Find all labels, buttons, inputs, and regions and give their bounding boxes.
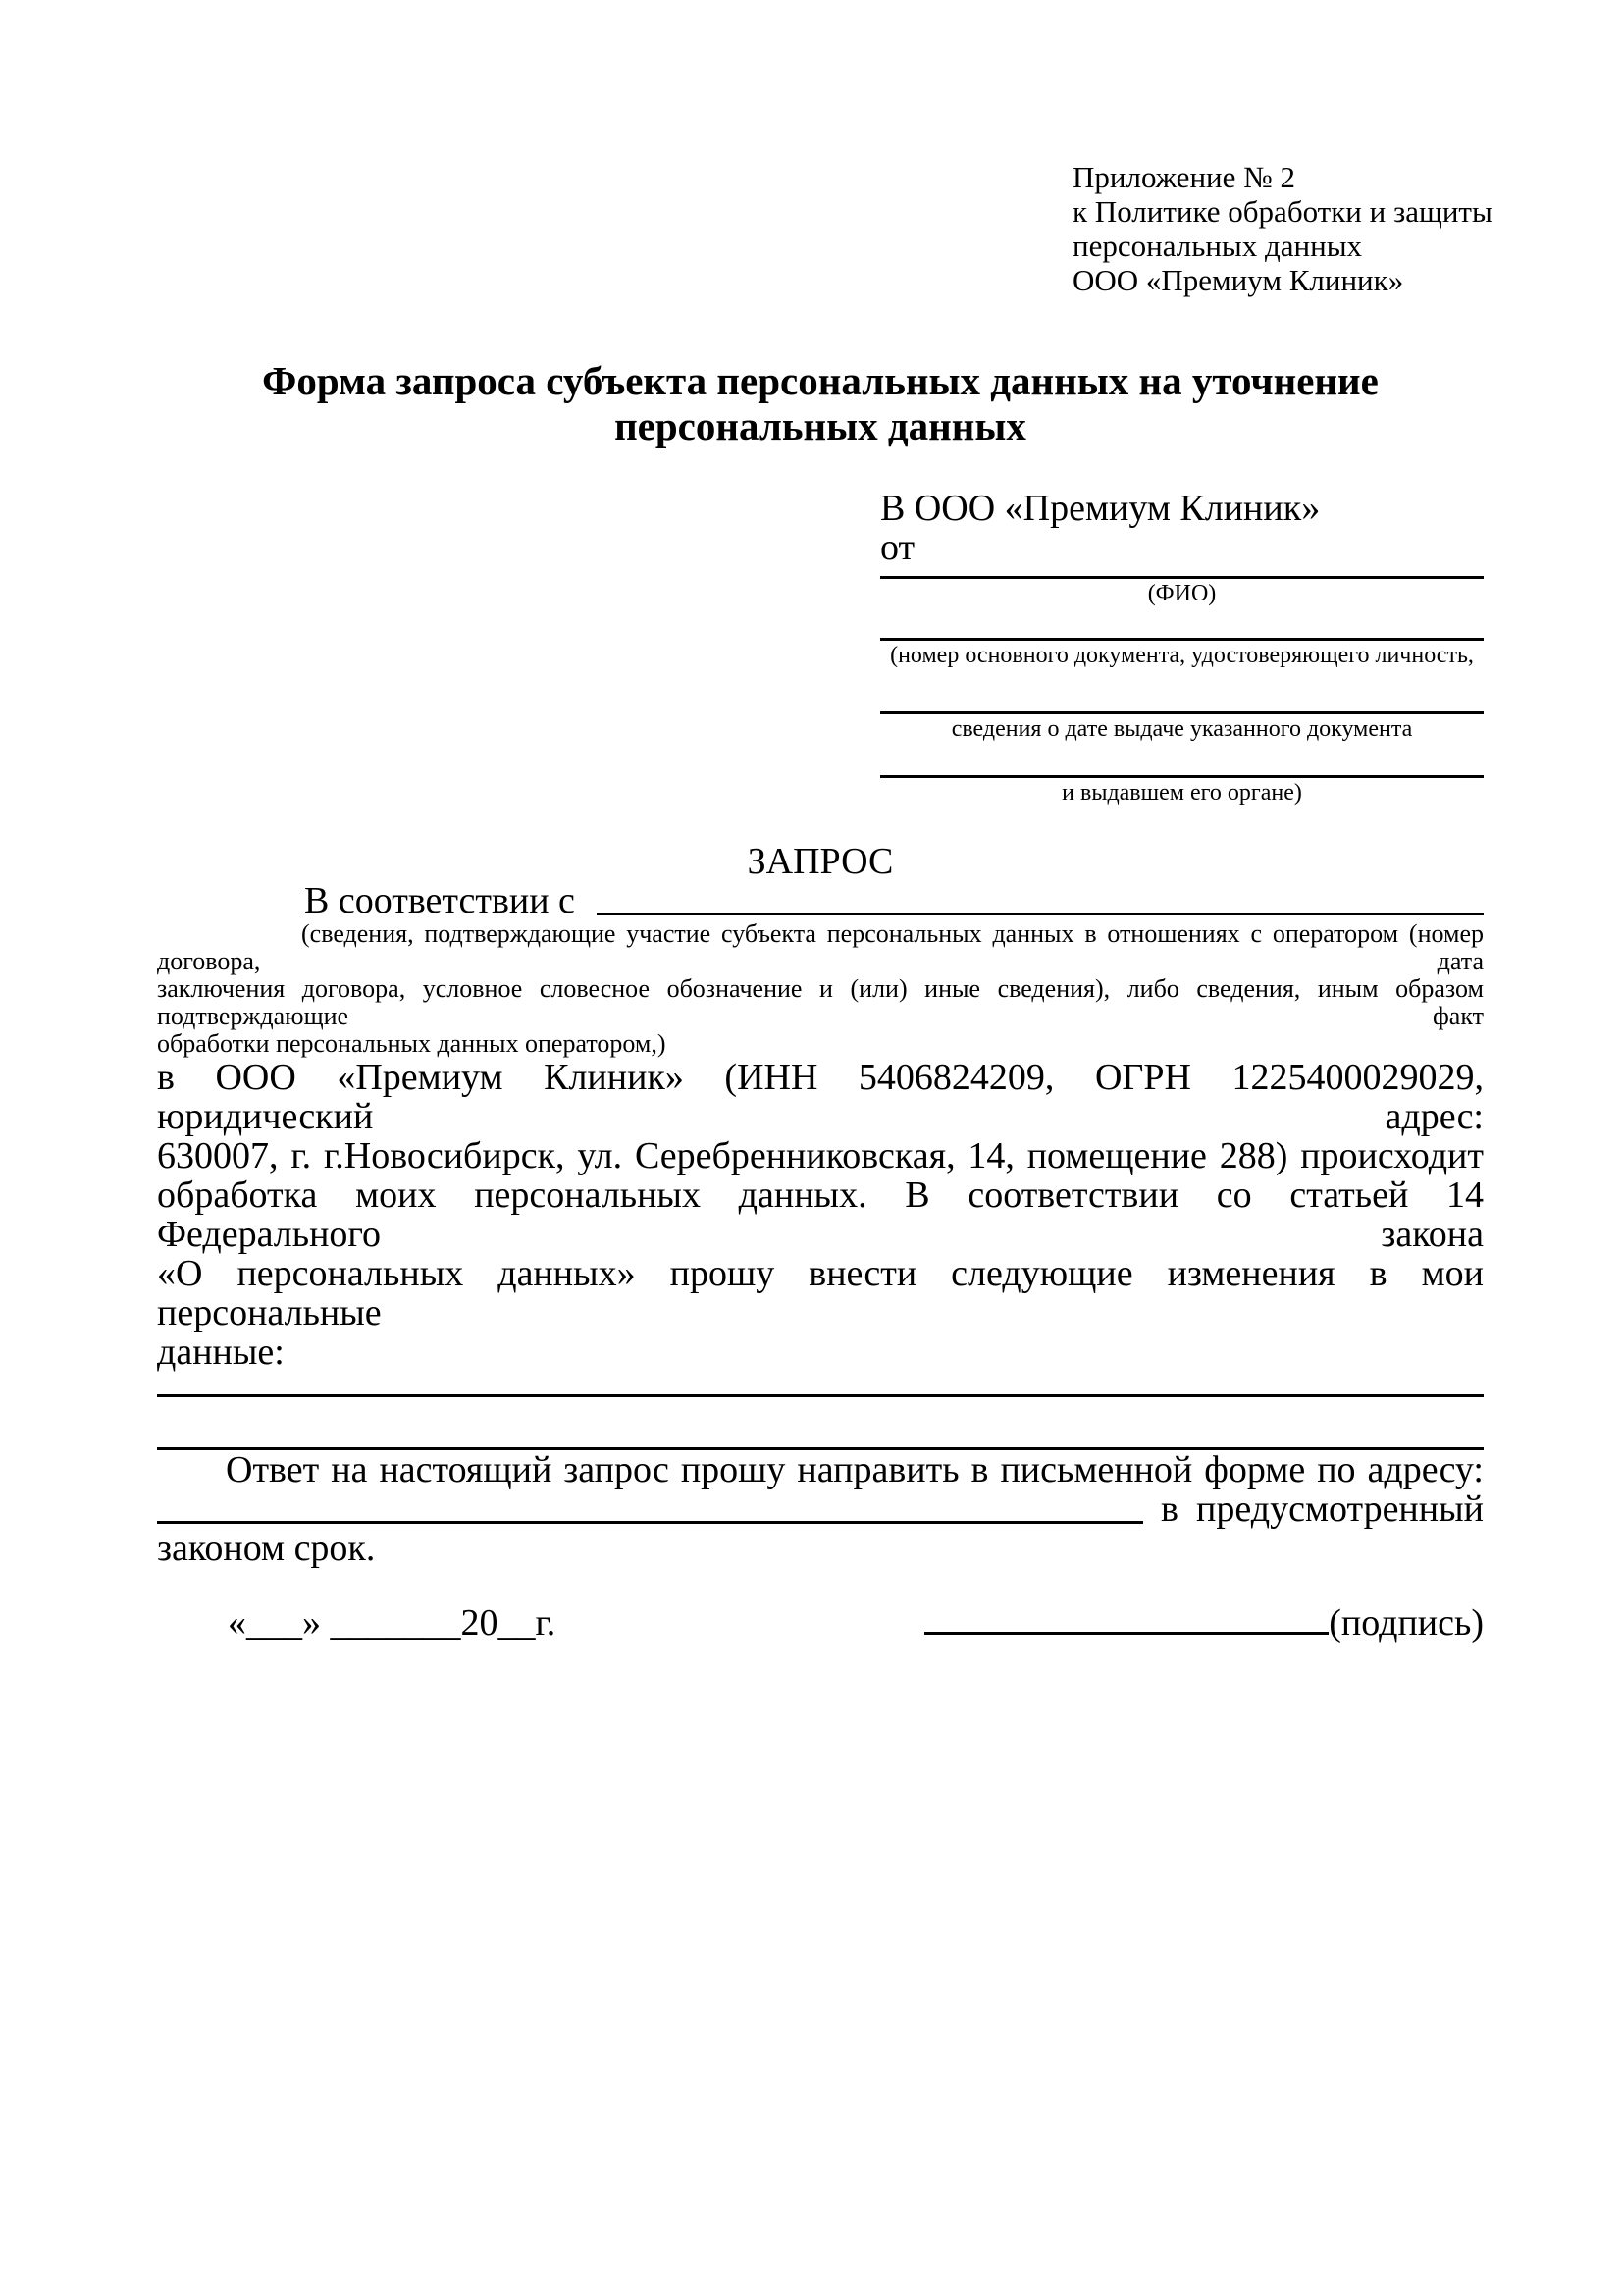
- intro-line: [157, 881, 1484, 920]
- appendix-header-line: к Политике обработки и защиты: [1073, 194, 1492, 229]
- signature-row: [157, 1603, 1484, 1643]
- request-heading: ЗАПРОС: [747, 841, 894, 882]
- appendix-header: [1073, 160, 1504, 297]
- operator-paragraph-line: в ООО «Премиум Клиник» (ИНН 5406824209, ОГРН 1225400029029, юридический адрес:: [157, 1057, 1484, 1137]
- changes-blank-line: [157, 1372, 1484, 1397]
- basis-footnote-line: (сведения, подтверждающие участие субъекта персональных данных в отношениях с оператором (номер договора, дата: [157, 919, 1484, 975]
- appendix-header-line: персональных данных: [1073, 229, 1363, 263]
- operator-paragraph-line: «О персональных данных» прошу внести следующие изменения в мои персональные: [157, 1253, 1484, 1333]
- date-blank-field: «___» _______20__г.: [228, 1602, 556, 1644]
- address-blank-line: [157, 1521, 1143, 1524]
- signature-caption: (подпись): [1329, 1602, 1484, 1644]
- document-title-line: персональных данных: [614, 403, 1026, 448]
- appendix-header-line: ООО «Премиум Клиник»: [1073, 263, 1404, 297]
- addressee-to: В ООО «Премиум Клиник»: [880, 488, 1321, 529]
- addressee-from-label: от: [880, 527, 916, 568]
- reply-address-line: [157, 1489, 1484, 1529]
- intro-prefix: В соответствии с: [304, 880, 575, 921]
- basis-blank-line: [597, 913, 1484, 915]
- document-number-caption: (номер основного документа, удостоверяющего личность,: [890, 643, 1474, 668]
- issue-date-caption: сведения о дате выдаче указанного документа: [951, 716, 1413, 742]
- reply-word: предусмотренный: [1196, 1488, 1484, 1530]
- operator-paragraph-line: данные:: [157, 1331, 285, 1373]
- reply-paragraph-line: Ответ на настоящий запрос прошу направить в письменной форме по адресу:: [226, 1449, 1484, 1490]
- document-title: [157, 358, 1484, 448]
- basis-footnote: [157, 920, 1484, 1058]
- signature-group: [924, 1603, 1484, 1643]
- reply-word: в: [1161, 1488, 1178, 1530]
- reply-paragraph-line: законом срок.: [157, 1528, 376, 1569]
- appendix-header-line: Приложение № 2: [1073, 160, 1295, 194]
- operator-paragraph-line: 630007, г. г.Новосибирск, ул. Серебренниковская, 14, помещение 288) происходит: [157, 1135, 1484, 1176]
- issuing-authority-caption: и выдавшем его органе): [1062, 780, 1302, 806]
- addressee-block: [880, 489, 1484, 808]
- request-body: [157, 842, 1484, 1643]
- basis-footnote-line: заключения договора, условное словесное обозначение и (или) иные сведения), либо сведения, иным образом подтверждающие факт: [157, 974, 1484, 1030]
- signature-blank-line: [924, 1628, 1329, 1635]
- fio-caption: (ФИО): [1147, 581, 1217, 606]
- operator-paragraph: [157, 1058, 1484, 1372]
- basis-footnote-line: обработки персональных данных оператором,): [157, 1029, 666, 1058]
- changes-blank-line: [157, 1397, 1484, 1450]
- document-title-line: Форма запроса субъекта персональных данных на уточнение: [262, 358, 1379, 403]
- operator-paragraph-line: обработка моих персональных данных. В соответствии со статьей 14 Федерального закона: [157, 1174, 1484, 1255]
